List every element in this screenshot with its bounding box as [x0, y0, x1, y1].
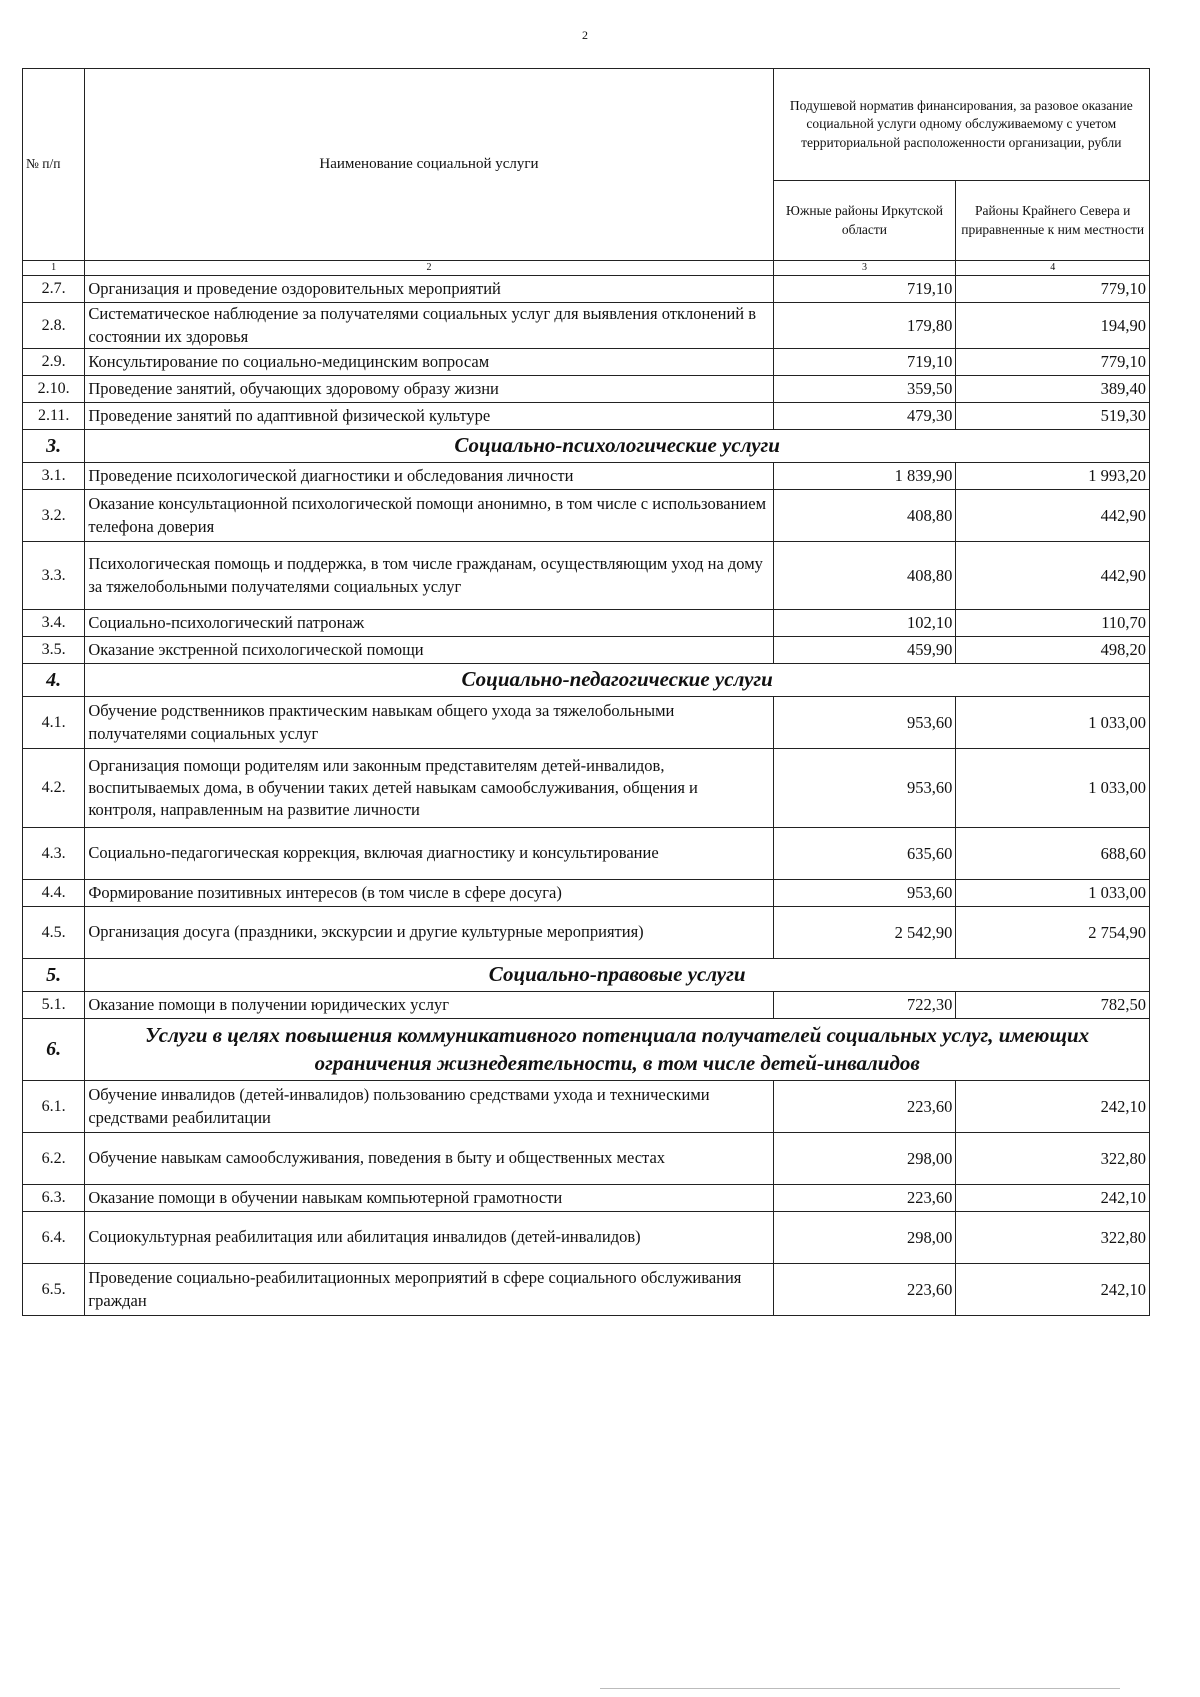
table-row: [23, 697, 1150, 749]
value-south: 298,00: [773, 1133, 956, 1185]
item-name: Проведение психологической диагностики и обследования личности: [85, 463, 773, 490]
item-name: Оказание помощи в получении юридических услуг: [85, 992, 773, 1019]
item-name: Обучение навыкам самообслуживания, поведения в быту и общественных местах: [85, 1133, 773, 1185]
header-south: Южные районы Иркутской области: [773, 181, 956, 261]
item-name: Организация досуга (праздники, экскурсии и другие культурные мероприятия): [85, 907, 773, 959]
header-norm: Подушевой норматив финансирования, за разовое оказание социальной услуги одному обслуживаемому с учетом территориальной расположенности организации, рубли: [773, 69, 1149, 181]
item-number: 3.1.: [23, 463, 85, 490]
table-row: [23, 463, 1150, 490]
value-south: 102,10: [773, 610, 956, 637]
table-row: [23, 1081, 1150, 1133]
item-name: Оказание экстренной психологической помощи: [85, 637, 773, 664]
value-south: 722,30: [773, 992, 956, 1019]
value-south: 953,60: [773, 697, 956, 749]
item-number: 2.8.: [23, 303, 85, 349]
header-service-name: Наименование социальной услуги: [85, 69, 773, 261]
value-south: 953,60: [773, 880, 956, 907]
page-number: 2: [582, 28, 588, 42]
value-south: 635,60: [773, 828, 956, 880]
value-north: 242,10: [956, 1081, 1150, 1133]
value-south: 479,30: [773, 403, 956, 430]
value-north: 779,10: [956, 349, 1150, 376]
item-name: Социокультурная реабилитация или абилитация инвалидов (детей-инвалидов): [85, 1212, 773, 1264]
item-number: 2.7.: [23, 276, 85, 303]
value-north: 242,10: [956, 1185, 1150, 1212]
item-number: 4.5.: [23, 907, 85, 959]
item-name: Формирование позитивных интересов (в том числе в сфере досуга): [85, 880, 773, 907]
item-name: Оказание помощи в обучении навыкам компьютерной грамотности: [85, 1185, 773, 1212]
table-row: [23, 1264, 1150, 1316]
value-south: 719,10: [773, 276, 956, 303]
item-number: 6.5.: [23, 1264, 85, 1316]
value-north: 1 033,00: [956, 749, 1150, 828]
value-south: 2 542,90: [773, 907, 956, 959]
value-south: 953,60: [773, 749, 956, 828]
value-north: 498,20: [956, 637, 1150, 664]
item-number: 2.9.: [23, 349, 85, 376]
value-north: 2 754,90: [956, 907, 1150, 959]
table-row: [23, 828, 1150, 880]
value-south: 1 839,90: [773, 463, 956, 490]
table-row: [23, 349, 1150, 376]
item-name: Психологическая помощь и поддержка, в том числе гражданам, осуществляющим уход на дому за тяжелобольными получателями социальных услуг: [85, 542, 773, 610]
value-south: 408,80: [773, 542, 956, 610]
item-name: Социально-педагогическая коррекция, включая диагностику и консультирование: [85, 828, 773, 880]
value-north: 242,10: [956, 1264, 1150, 1316]
value-north: 688,60: [956, 828, 1150, 880]
value-north: 442,90: [956, 490, 1150, 542]
value-south: 223,60: [773, 1264, 956, 1316]
item-number: 3.5.: [23, 637, 85, 664]
value-north: 442,90: [956, 542, 1150, 610]
item-number: 2.10.: [23, 376, 85, 403]
value-south: 359,50: [773, 376, 956, 403]
item-name: Социально-психологический патронаж: [85, 610, 773, 637]
value-north: 779,10: [956, 276, 1150, 303]
value-north: 389,40: [956, 376, 1150, 403]
value-north: 1 993,20: [956, 463, 1150, 490]
section-title: Социально-правовые услуги: [85, 959, 1150, 992]
value-south: 223,60: [773, 1081, 956, 1133]
value-north: 519,30: [956, 403, 1150, 430]
item-number: 6.3.: [23, 1185, 85, 1212]
item-number: 6.4.: [23, 1212, 85, 1264]
section-row: [23, 1019, 1150, 1081]
item-number: 6.1.: [23, 1081, 85, 1133]
section-number: 5.: [23, 959, 85, 992]
value-south: 179,80: [773, 303, 956, 349]
value-south: 408,80: [773, 490, 956, 542]
item-number: 3.2.: [23, 490, 85, 542]
table-row: [23, 637, 1150, 664]
item-name: Систематическое наблюдение за получателями социальных услуг для выявления отклонений в состоянии их здоровья: [85, 303, 773, 349]
header-number: № п/п: [23, 69, 85, 261]
table-row: [23, 376, 1150, 403]
table-row: [23, 1133, 1150, 1185]
table-row: [23, 276, 1150, 303]
section-row: [23, 959, 1150, 992]
table-row: [23, 542, 1150, 610]
table-row: [23, 1212, 1150, 1264]
item-number: 2.11.: [23, 403, 85, 430]
section-number: 4.: [23, 664, 85, 697]
item-number: 4.1.: [23, 697, 85, 749]
item-number: 4.3.: [23, 828, 85, 880]
section-title: Услуги в целях повышения коммуникативного потенциала получателей социальных услуг, имеющих ограничения жизнедеятельности, в том числе детей-инвалидов: [85, 1019, 1150, 1081]
value-north: 1 033,00: [956, 697, 1150, 749]
table-row: [23, 1185, 1150, 1212]
table-row: [23, 490, 1150, 542]
value-south: 298,00: [773, 1212, 956, 1264]
table-row: [23, 610, 1150, 637]
column-number: 2: [85, 261, 773, 276]
item-number: 4.2.: [23, 749, 85, 828]
column-number: 3: [773, 261, 956, 276]
section-number: 6.: [23, 1019, 85, 1081]
item-name: Консультирование по социально-медицинским вопросам: [85, 349, 773, 376]
item-name: Оказание консультационной психологической помощи анонимно, в том числе с использованием телефона доверия: [85, 490, 773, 542]
value-south: 223,60: [773, 1185, 956, 1212]
value-north: 782,50: [956, 992, 1150, 1019]
section-row: [23, 430, 1150, 463]
item-name: Организация и проведение оздоровительных мероприятий: [85, 276, 773, 303]
item-name: Обучение инвалидов (детей-инвалидов) пользованию средствами ухода и техническими средствами реабилитации: [85, 1081, 773, 1133]
header-north: Районы Крайнего Севера и приравненные к ним местности: [956, 181, 1150, 261]
value-north: 194,90: [956, 303, 1150, 349]
item-number: 4.4.: [23, 880, 85, 907]
item-name: Проведение социально-реабилитационных мероприятий в сфере социального обслуживания граждан: [85, 1264, 773, 1316]
column-number-row: [23, 261, 1150, 276]
value-south: 719,10: [773, 349, 956, 376]
services-table: [22, 68, 1150, 1316]
item-number: 6.2.: [23, 1133, 85, 1185]
table-row: [23, 880, 1150, 907]
item-number: 3.4.: [23, 610, 85, 637]
table-row: [23, 749, 1150, 828]
item-name: Проведение занятий по адаптивной физической культуре: [85, 403, 773, 430]
column-number: 1: [23, 261, 85, 276]
item-name: Проведение занятий, обучающих здоровому образу жизни: [85, 376, 773, 403]
table-row: [23, 992, 1150, 1019]
value-north: 322,80: [956, 1212, 1150, 1264]
item-number: 3.3.: [23, 542, 85, 610]
section-title: Социально-психологические услуги: [85, 430, 1150, 463]
item-number: 5.1.: [23, 992, 85, 1019]
item-name: Организация помощи родителям или законным представителям детей-инвалидов, воспитываемых дома, в обучении таких детей навыкам самообслуживания, общения и контроля, направленным на развитие личности: [85, 749, 773, 828]
footer-rule: [600, 1688, 1120, 1689]
section-number: 3.: [23, 430, 85, 463]
column-number: 4: [956, 261, 1150, 276]
value-north: 1 033,00: [956, 880, 1150, 907]
value-south: 459,90: [773, 637, 956, 664]
table-row: [23, 303, 1150, 349]
value-north: 110,70: [956, 610, 1150, 637]
section-row: [23, 664, 1150, 697]
item-name: Обучение родственников практическим навыкам общего ухода за тяжелобольными получателями социальных услуг: [85, 697, 773, 749]
table-row: [23, 907, 1150, 959]
section-title: Социально-педагогические услуги: [85, 664, 1150, 697]
value-north: 322,80: [956, 1133, 1150, 1185]
table-row: [23, 403, 1150, 430]
